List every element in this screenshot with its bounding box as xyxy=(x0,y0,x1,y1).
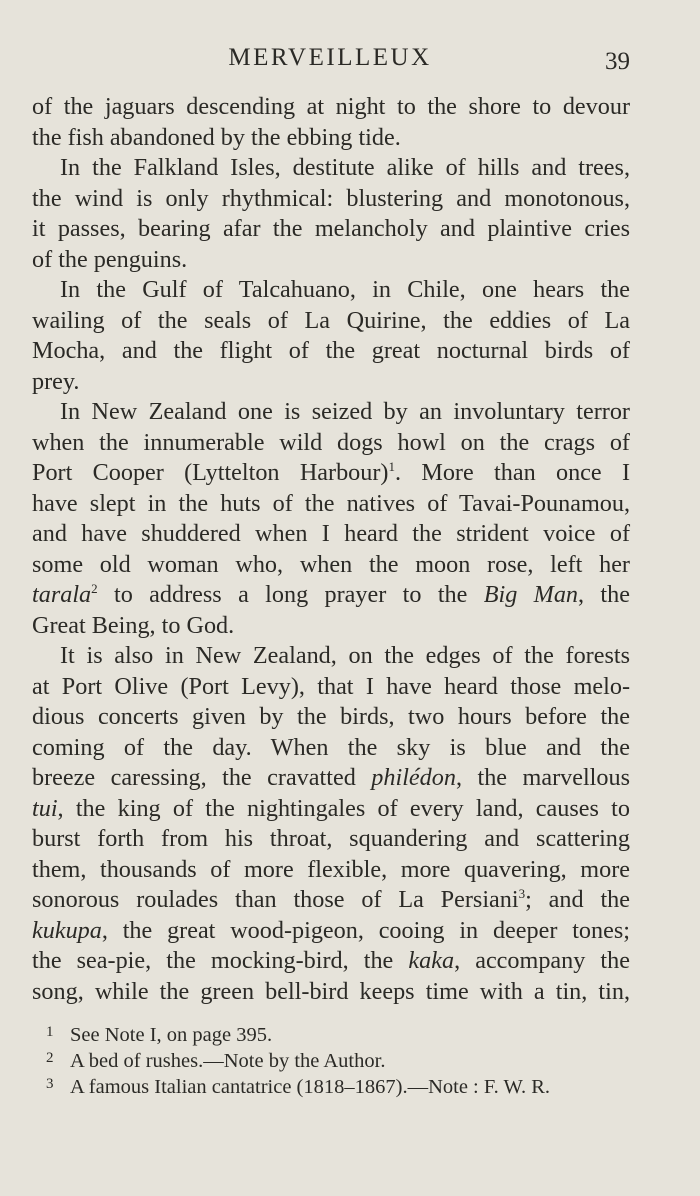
footnotes xyxy=(32,1022,630,1100)
text-run: dious concerts given by the birds, two hours before the xyxy=(32,703,630,730)
text-line xyxy=(32,367,630,398)
text-run: at Port Olive (Port Levy), that I have heard those melo- xyxy=(32,672,630,700)
text-line xyxy=(32,397,630,428)
text-line xyxy=(32,794,630,825)
running-head xyxy=(30,44,630,78)
text-line xyxy=(32,977,630,1008)
text-line xyxy=(32,885,630,916)
text-run: Mocha, and the flight of the great nocturnal birds of xyxy=(32,337,630,364)
text-run: In the Gulf of Talcahuano, in Chile, one hears the xyxy=(60,276,630,303)
text-line xyxy=(32,245,630,276)
text-run: , accompany the xyxy=(454,947,630,974)
text-run: them, thousands of more flexible, more quavering, more xyxy=(32,855,630,883)
text-line xyxy=(32,184,630,215)
text-line xyxy=(32,855,630,886)
italic-term: philédon xyxy=(371,764,456,791)
footnote-reference: 1 xyxy=(388,459,395,474)
text-line xyxy=(32,92,630,123)
text-line xyxy=(32,916,630,947)
text-run: Port Cooper (Lyttelton Harbour) xyxy=(32,459,389,486)
text-line xyxy=(32,702,630,733)
text-run: song, while the green bell-bird keeps time with a tin, tin, xyxy=(32,977,630,1005)
text-run: have slept in the huts of the natives of Tavai-Pounamou, xyxy=(32,489,630,517)
footnote-reference: 2 xyxy=(91,581,98,596)
text-run: prey. xyxy=(32,367,80,395)
text-run: burst forth from his throat, squandering and scattering xyxy=(32,825,630,852)
text-line xyxy=(32,763,630,794)
text-run: Great Being, to God. xyxy=(32,611,235,639)
text-line xyxy=(32,214,630,245)
text-line xyxy=(32,275,630,306)
footnote-text: A bed of rushes.—Note by the Author. xyxy=(70,1050,386,1072)
italic-term: kaka xyxy=(408,947,455,974)
text-run: some old woman who, when the moon rose, left her xyxy=(32,550,630,578)
footnote: 1 See Note I, on page 395. xyxy=(46,1024,273,1046)
text-line xyxy=(32,641,630,672)
italic-term: tarala xyxy=(32,581,92,608)
text-run: of the jaguars descending at night to the shore to devour xyxy=(32,93,630,120)
text-line xyxy=(32,580,630,611)
text-line xyxy=(32,153,630,184)
text-line xyxy=(32,824,630,855)
italic-term: tui xyxy=(32,794,58,822)
footnote-text: A famous Italian cantatrice (1818–1867).—Note : F. W. R. xyxy=(70,1076,551,1098)
italic-term: kukupa xyxy=(32,916,102,944)
body-text xyxy=(32,92,630,1007)
text-run: the sea-pie, the mocking-bird, the xyxy=(32,947,409,974)
footnote-text: See Note I, on page 395. xyxy=(70,1024,273,1046)
text-run: , the marvellous xyxy=(455,764,630,791)
text-run: It is also in New Zealand, on the edges of the forests xyxy=(60,642,630,669)
running-title: MERVEILLEUX xyxy=(228,44,432,71)
text-run: to address a long prayer to the xyxy=(97,581,484,608)
text-run: In New Zealand one is seized by an involuntary terror xyxy=(60,398,630,425)
text-line xyxy=(32,519,630,550)
text-line xyxy=(32,489,630,520)
page-number: 39 xyxy=(605,48,630,75)
text-line xyxy=(32,458,630,489)
text-line xyxy=(32,123,630,154)
text-line xyxy=(32,336,630,367)
text-line xyxy=(32,550,630,581)
text-run: the fish abandoned by the ebbing tide. xyxy=(32,123,401,151)
text-run: . More than once I xyxy=(394,459,630,486)
text-line xyxy=(32,306,630,337)
footnote: 2 A bed of rushes.—Note by the Author. xyxy=(46,1050,386,1072)
text-line xyxy=(32,611,630,642)
italic-term: Big Man xyxy=(483,581,579,608)
text-run: of the penguins. xyxy=(32,245,188,273)
text-run: , the great wood-pigeon, cooing in deeper tones; xyxy=(101,916,630,944)
text-run: it passes, bearing afar the melancholy and plaintive cries xyxy=(32,215,630,242)
text-line xyxy=(32,428,630,459)
footnote-reference: 3 xyxy=(518,886,526,901)
text-run: , the xyxy=(578,581,630,608)
footnote: 3 A famous Italian cantatrice (1818–1867).—Note : F. W. R. xyxy=(46,1076,551,1098)
text-run: the wind is only rhythmical: blustering and monotonous, xyxy=(32,184,630,212)
text-line xyxy=(32,733,630,764)
text-line xyxy=(32,946,630,977)
text-run: sonorous roulades than those of La Persiani xyxy=(32,886,519,913)
text-run: ; and the xyxy=(525,886,630,913)
text-run: , the king of the nightingales of every land, causes to xyxy=(57,794,630,822)
text-run: wailing of the seals of La Quirine, the eddies of La xyxy=(32,306,630,334)
text-run: coming of the day. When the sky is blue and the xyxy=(32,733,630,761)
text-line xyxy=(32,672,630,703)
text-run: breeze caressing, the cravatted xyxy=(32,764,372,791)
text-run: when the innumerable wild dogs howl on the crags of xyxy=(32,428,630,456)
text-run: In the Falkland Isles, destitute alike of hills and trees, xyxy=(60,154,630,181)
text-run: and have shuddered when I heard the strident voice of xyxy=(32,520,630,547)
